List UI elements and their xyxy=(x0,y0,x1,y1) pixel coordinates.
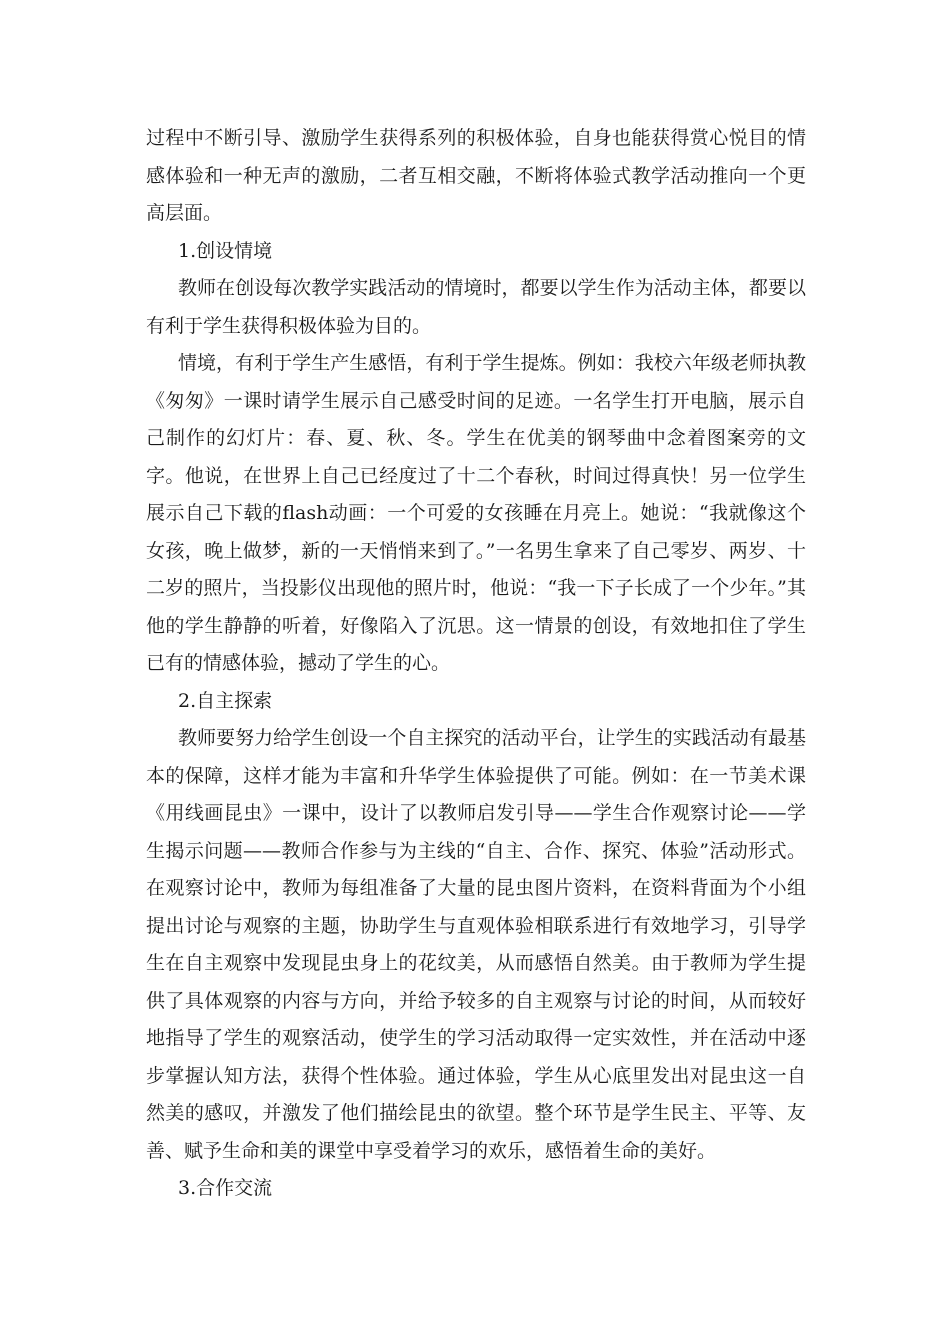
paragraph-continuation: 过程中不断引导、激励学生获得系列的积极体验，自身也能获得赏心悦目的情感体验和一种无声的激励，二者互相交融，不断将体验式教学活动推向一个更高层面。 xyxy=(146,127,806,224)
section-heading-1: 1.创设情境 xyxy=(178,239,273,262)
paragraph-body: 教师在创设每次教学实践活动的情境时，都要以学生作为活动主体，都要以有利于学生获得积极体验为目的。 xyxy=(146,277,806,337)
paragraph-body: 教师要努力给学生创设一个自主探究的活动平台，让学生的实践活动有最基本的保障，这样才能为丰富和升华学生体验提供了可能。例如：在一节美术课《用线画昆虫》一课中，设计了以教师启发引导——学生合作观察讨论——学生揭示问题——教师合作参与为主线的“自主、合作、探究、体验”活动形式。在观察讨论中，教师为每组准备了大量的昆虫图片资料，在资料背面为个小组提出讨论与观察的主题，协助学生与直观体验相联系进行有效地学习，引导学生在自主观察中发现昆虫身上的花纹美，从而感悟自然美。由于教师为学生提供了具体观察的内容与方向，并给予较多的自主观察与讨论的时间，从而较好地指导了学生的观察活动，使学生的学习活动取得一定实效性，并在活动中逐步掌握认知方法，获得个性体验。通过体验，学生从心底里发出对昆虫这一自然美的感叹，并激发了他们描绘昆虫的欲望。整个环节是学生民主、平等、友善、赋予生命和美的课堂中享受着学习的欢乐，感悟着生命的美好。 xyxy=(146,727,806,1162)
section-heading-3: 3.合作交流 xyxy=(178,1177,273,1199)
paragraph-body: 情境，有利于学生产生感悟，有利于学生提炼。例如：我校六年级老师执教《匆匆》一课时请学生展示自己感受时间的足迹。一名学生打开电脑，展示自己制作的幻灯片：春、夏、秋、冬。学生在优美的钢琴曲中念着图案旁的文字。他说，在世界上自己已经度过了十二个春秋，时间过得真快！另一位学生展示自己下载的flash动画：一个可爱的女孩睡在月亮上。她说：“我就像这个女孩，晚上做梦，新的一天悄悄来到了。”一名男生拿来了自己零岁、两岁、十二岁的照片，当投影仪出现他的照片时，他说：“我一下子长成了一个少年。”其他的学生静静的听着，好像陷入了沉思。这一情景的创设，有效地扣住了学生已有的情感体验，撼动了学生的心。 xyxy=(146,352,806,674)
document-body xyxy=(146,120,806,1208)
section-heading-2: 2.自主探索 xyxy=(178,689,273,712)
